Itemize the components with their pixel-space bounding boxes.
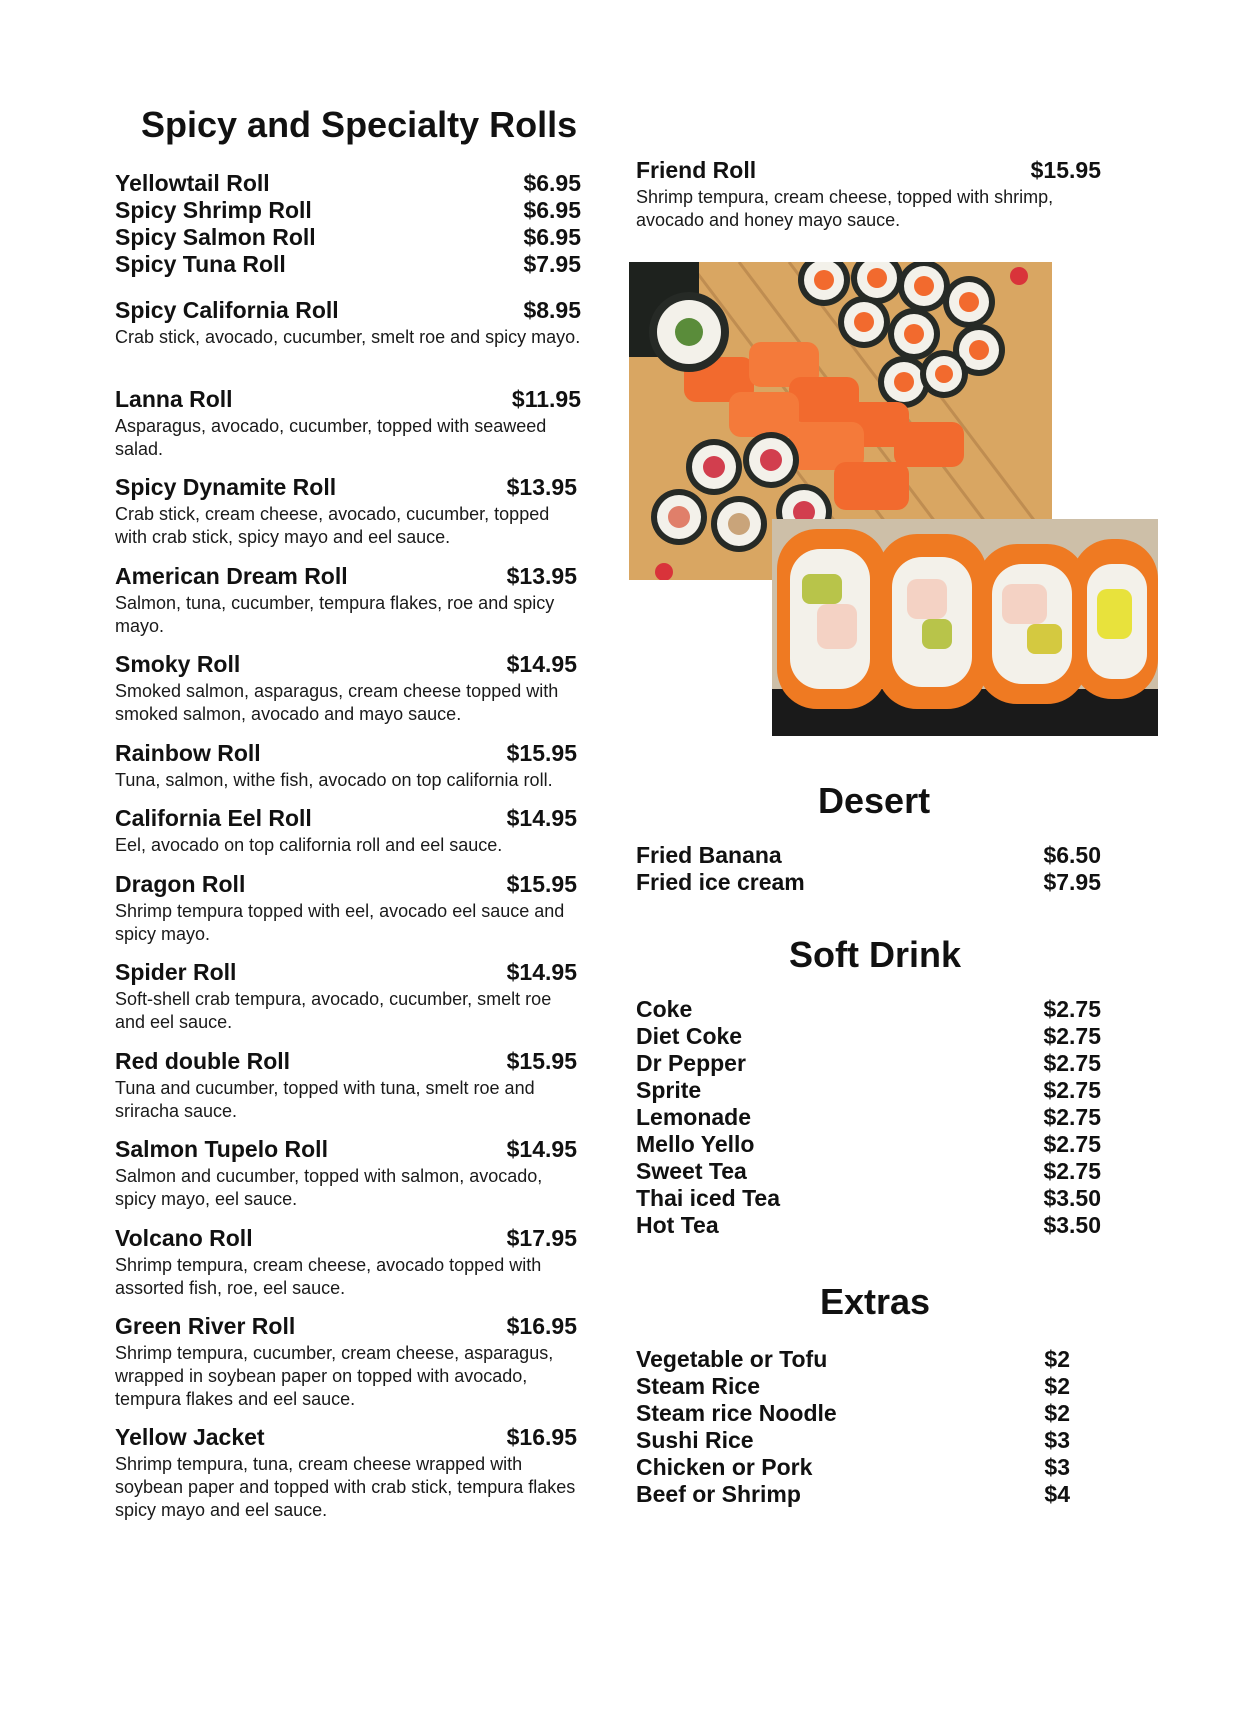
menu-item [115,197,581,224]
menu-item [636,1454,1070,1481]
menu-item [115,1048,581,1123]
item-name: Sprite [636,1077,702,1103]
item-price: $14.95 [506,805,577,831]
item-price: $14.95 [506,651,577,677]
menu-item [636,1373,1070,1400]
item-name: Chicken or Pork [636,1454,813,1480]
item-description: Shrimp tempura topped with eel, avocado eel sauce and spicy mayo. [115,901,565,944]
menu-item [636,1050,1101,1077]
menu-item [115,805,581,857]
extras-list [636,1346,1070,1508]
item-name: Mello Yello [636,1131,755,1157]
item-name: Dragon Roll [115,871,246,897]
item-description: Tuna, salmon, withe fish, avocado on top california roll. [115,770,553,790]
item-description: Salmon, tuna, cucumber, tempura flakes, roe and spicy mayo. [115,593,555,636]
item-name: Spicy Shrimp Roll [115,197,312,223]
item-name: Yellow Jacket [115,1424,265,1450]
extras-section-title: Extras [820,1281,931,1322]
item-name: Yellowtail Roll [115,170,270,196]
item-description: Shrimp tempura, cream cheese, topped with shrimp, avocado and honey mayo sauce. [636,187,1054,230]
menu-item [115,1225,581,1300]
item-price: $14.95 [506,1136,577,1162]
item-description: Shrimp tempura, tuna, cream cheese wrapped with soybean paper and topped with crab stick, tempura flakes spicy mayo and eel sauce. [115,1454,576,1520]
item-name: Fried ice cream [636,869,805,895]
item-price: $16.95 [506,1313,577,1339]
item-price: $2.75 [1043,1077,1101,1103]
menu-item [115,224,581,251]
menu-item [115,474,581,549]
item-description: Asparagus, avocado, cucumber, topped with seaweed salad. [115,416,547,459]
menu-item [636,1023,1101,1050]
menu-item [636,1104,1101,1131]
item-price: $6.95 [523,224,581,250]
item-price: $3.50 [1043,1185,1101,1211]
item-name: Spicy Tuna Roll [115,251,286,277]
menu-item-friend-roll [636,157,1101,232]
menu-item [636,1212,1101,1239]
item-name: Coke [636,996,693,1022]
item-name: Salmon Tupelo Roll [115,1136,328,1162]
menu-item [115,563,581,638]
item-name: Lanna Roll [115,386,233,412]
item-name: Green River Roll [115,1313,296,1339]
item-price: $2.75 [1043,1131,1101,1157]
menu-item [636,1346,1070,1373]
item-price: $16.95 [506,1424,577,1450]
item-description: Smoked salmon, asparagus, cream cheese topped with smoked salmon, avocado and mayo sauce. [115,681,559,724]
item-name: Dr Pepper [636,1050,746,1076]
item-name: Red double Roll [115,1048,291,1074]
item-price: $11.95 [511,386,581,412]
item-name: Sweet Tea [636,1158,747,1184]
item-price: $15.95 [1030,157,1101,183]
item-price: $2 [1044,1346,1070,1372]
item-name: Hot Tea [636,1212,719,1238]
desert-section-title: Desert [818,780,931,821]
item-price: $2.75 [1043,1158,1101,1184]
item-price: $2.75 [1043,1104,1101,1130]
menu-item [115,651,581,726]
item-price: $13.95 [506,474,577,500]
item-description: Eel, avocado on top california roll and eel sauce. [115,835,503,855]
item-price: $3 [1044,1427,1070,1453]
menu-item [636,1481,1070,1508]
item-name: Sushi Rice [636,1427,754,1453]
desert-list [636,842,1101,896]
item-price: $8.95 [523,297,581,323]
item-name: Friend Roll [636,157,757,183]
item-price: $6.50 [1043,842,1101,868]
menu-item [115,386,581,461]
menu-item [115,251,581,278]
item-description: Crab stick, avocado, cucumber, smelt roe and spicy mayo. [115,327,581,347]
item-name: Spicy Salmon Roll [115,224,316,250]
item-price: $2 [1044,1373,1070,1399]
item-name: Volcano Roll [115,1225,253,1251]
item-name: Steam rice Noodle [636,1400,837,1426]
menu-item [636,1400,1070,1427]
item-name: Thai iced Tea [636,1185,781,1211]
item-price: $3.50 [1043,1212,1101,1238]
item-price: $13.95 [506,563,577,589]
simple-rolls-list [115,170,581,278]
menu-item [636,1131,1101,1158]
menu-item [636,1158,1101,1185]
soft-drink-list [636,996,1101,1239]
menu-item [115,740,581,792]
item-price: $14.95 [506,959,577,985]
item-price: $2.75 [1043,996,1101,1022]
menu-item [115,959,581,1034]
item-description: Soft-shell crab tempura, avocado, cucumber, smelt roe and eel sauce. [115,989,552,1032]
item-name: Fried Banana [636,842,782,868]
rolls-section-title: Spicy and Specialty Rolls [141,104,578,145]
item-name: Lemonade [636,1104,752,1130]
item-price: $6.95 [523,197,581,223]
menu-item [636,1427,1070,1454]
item-price: $4 [1044,1481,1070,1507]
item-price: $7.95 [1043,869,1101,895]
item-name: Rainbow Roll [115,740,261,766]
item-name: Spider Roll [115,959,237,985]
menu-item [115,170,581,197]
item-price: $17.95 [506,1225,577,1251]
menu-item [636,842,1101,869]
menu-item [115,1136,581,1211]
item-price: $2.75 [1043,1023,1101,1049]
item-price: $2 [1044,1400,1070,1426]
menu-item [115,1313,581,1411]
menu-item [636,1185,1101,1212]
item-name: Beef or Shrimp [636,1481,801,1507]
item-name: California Eel Roll [115,805,312,831]
item-name: Spicy Dynamite Roll [115,474,337,500]
item-price: $6.95 [523,170,581,196]
item-price: $15.95 [506,871,577,897]
california-roll-photo [772,519,1158,736]
item-price: $2.75 [1043,1050,1101,1076]
item-name: Smoky Roll [115,651,241,677]
menu-item [115,871,581,946]
item-description: Salmon and cucumber, topped with salmon, avocado, spicy mayo, eel sauce. [115,1166,543,1209]
item-name: Vegetable or Tofu [636,1346,828,1372]
item-description: Shrimp tempura, cream cheese, avocado topped with assorted fish, roe, eel sauce. [115,1255,542,1298]
menu-item [636,996,1101,1023]
menu-item [636,1077,1101,1104]
item-name: Spicy California Roll [115,297,339,323]
menu-item [115,1424,581,1522]
item-name: Diet Coke [636,1023,743,1049]
item-price: $15.95 [506,740,577,766]
item-description: Crab stick, cream cheese, avocado, cucumber, topped with crab stick, spicy mayo and eel sauce. [115,504,550,547]
item-price: $7.95 [523,251,581,277]
item-name: Steam Rice [636,1373,761,1399]
soft-drink-section-title: Soft Drink [789,934,962,975]
menu-item [636,869,1101,896]
item-price: $15.95 [506,1048,577,1074]
item-price: $3 [1044,1454,1070,1480]
item-name: American Dream Roll [115,563,348,589]
item-description: Tuna and cucumber, topped with tuna, smelt roe and sriracha sauce. [115,1078,535,1121]
item-description: Shrimp tempura, cucumber, cream cheese, asparagus, wrapped in soybean paper on topped with avocado, tempura flakes and eel sauce. [115,1343,554,1409]
menu-item [115,297,581,349]
